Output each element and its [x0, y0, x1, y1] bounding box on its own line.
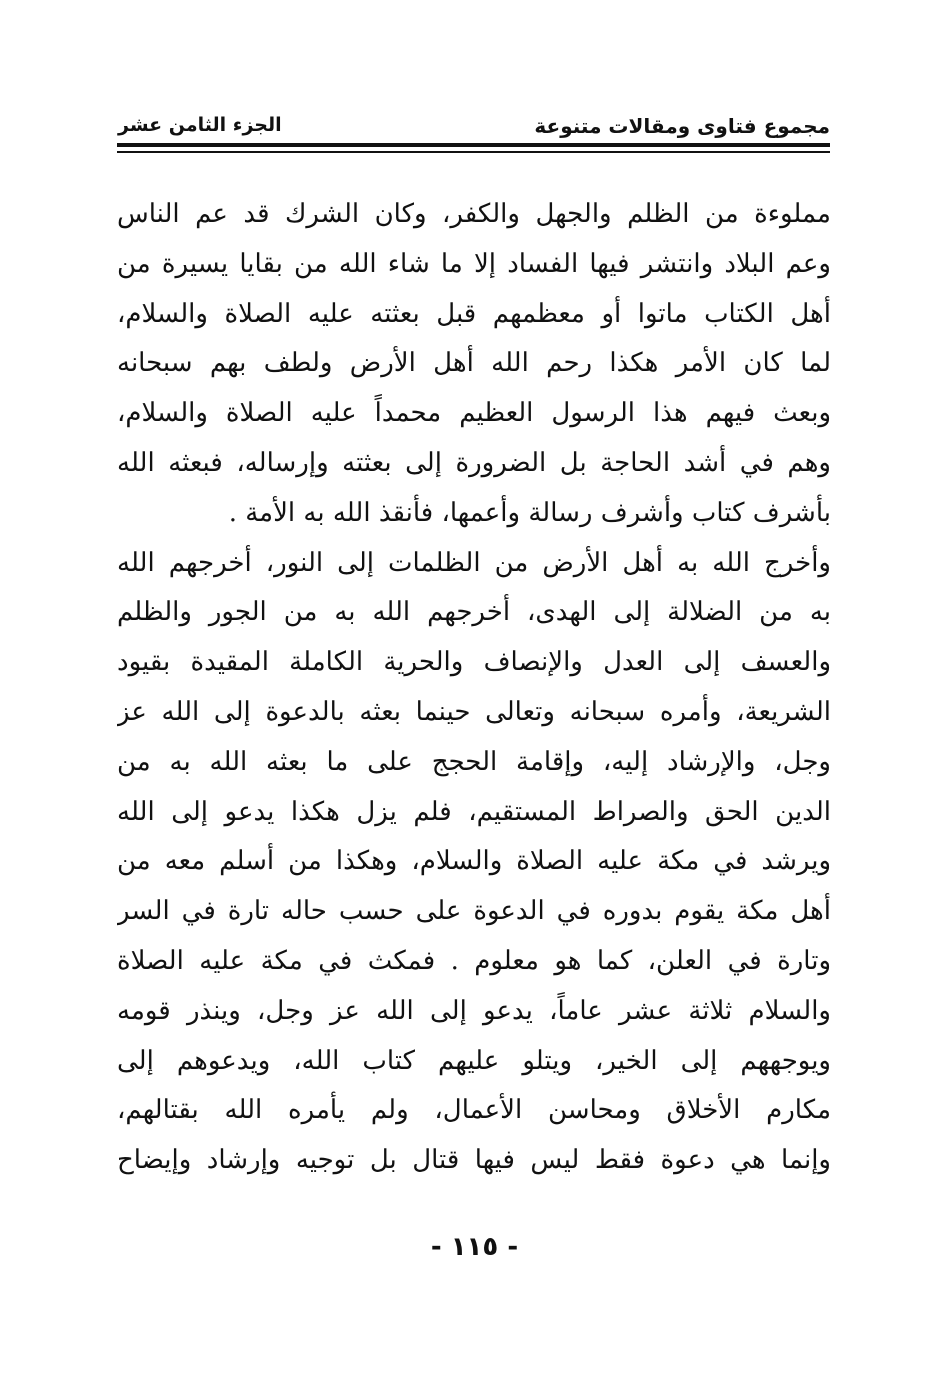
text-line: الشريعة، وأمره سبحانه وتعالى حينما بعثه بالدعوة إلى الله عز: [117, 696, 831, 727]
text-line: الدين الحق والصراط المستقيم، فلم يزل هكذا يدعو إلى الله: [117, 796, 831, 827]
text-line: ويرشد في مكة عليه الصلاة والسلام، وهكذا من أسلم معه من: [117, 846, 831, 877]
header-rule-thin: [117, 151, 830, 153]
text-line: مملوءة من الظلم والجهل والكفر، وكان الشرك قد عم الناس: [117, 199, 831, 229]
header-rule-thick: [117, 143, 830, 147]
page-number: - ١١٥ -: [430, 1232, 519, 1262]
book-title: مجموع فتاوى ومقالات متنوعة: [534, 114, 830, 138]
text-line: وإنما هي دعوة فقط ليس فيها قتال بل توجيه وإرشاد وإيضاح: [117, 1145, 831, 1176]
text-line: مكارم الأخلاق ومحاسن الأعمال، ولم يأمره الله بقتالهم،: [117, 1095, 831, 1126]
text-line: ويوجههم إلى الخير، ويتلو عليهم كتاب الله، ويدعوهم إلى: [117, 1045, 831, 1076]
text-line: وتارة في العلن، كما هو معلوم . فمكث في مكة عليه الصلاة: [117, 945, 831, 976]
text-line: وأخرج الله به أهل الأرض من الظلمات إلى النور، أخرجهم الله: [117, 547, 831, 578]
text-line: وجل، والإرشاد إليه، وإقامة الحجج على ما بعثه الله به من: [117, 746, 831, 777]
text-line: أهل الكتاب ماتوا أو معظمهم قبل بعثته عليه الصلاة والسلام،: [117, 298, 831, 329]
text-line: وهم في أشد الحاجة بل الضرورة إلى بعثته وإرساله، فبعثه الله: [117, 447, 831, 478]
volume-label: الجزء الثامن عشر: [118, 114, 282, 136]
text-line: به من الضلالة إلى الهدى، أخرجهم الله به من الجور والظلم: [117, 597, 831, 628]
text-line: أهل مكة يقوم بدوره في الدعوة على حسب حاله تارة في السر: [117, 896, 831, 927]
text-line: وبعث فيهم هذا الرسول العظيم محمداً عليه الصلاة والسلام،: [117, 398, 831, 429]
text-line: بأشرف كتاب وأشرف رسالة وأعمها، فأنقذ الله به الأمة .: [228, 497, 831, 528]
running-header: [118, 108, 830, 142]
text-line: لما كان الأمر هكذا رحم الله أهل الأرض ولطف بهم سبحانه: [117, 348, 831, 379]
text-line: وعم البلاد وانتشر فيها الفساد إلا ما شاء الله من بقايا يسيرة من: [117, 248, 831, 279]
text-line: والسلام ثلاثة عشر عاماً، يدعو إلى الله عز وجل، وينذر قومه: [117, 995, 831, 1026]
body-text: [117, 190, 831, 1186]
text-line: والعسف إلى العدل والإنصاف والحرية الكاملة المقيدة بقيود: [117, 647, 831, 678]
